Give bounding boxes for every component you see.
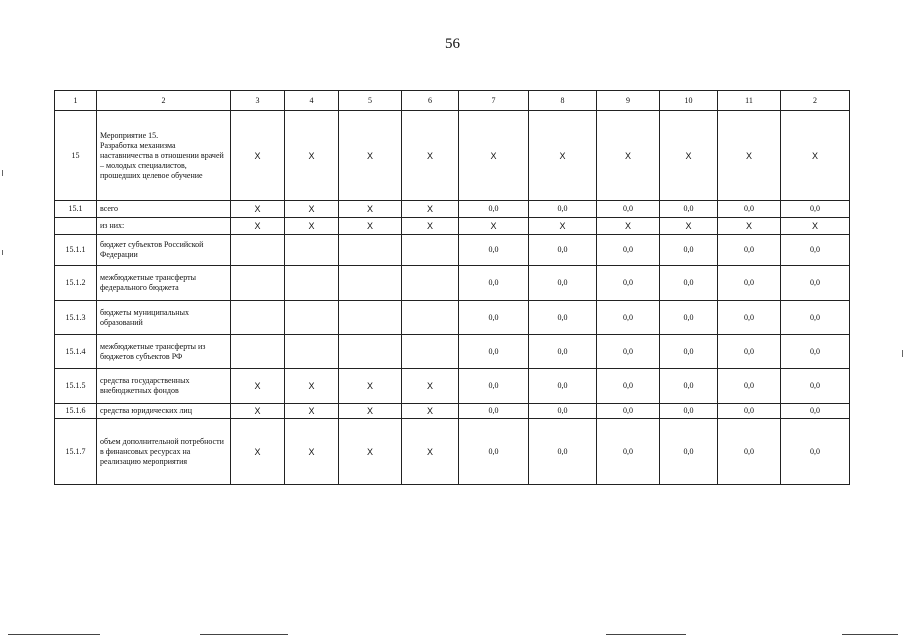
- table-cell: X: [459, 111, 529, 201]
- table-cell: 0,0: [459, 419, 529, 485]
- table-cell: X: [285, 404, 339, 419]
- table-cell: X: [339, 218, 402, 235]
- table-cell: 0,0: [597, 201, 660, 218]
- header-cell-1: 1: [55, 91, 97, 111]
- table-cell: 0,0: [597, 404, 660, 419]
- row-number: 15.1: [55, 201, 97, 218]
- table-cell: 0,0: [660, 335, 718, 369]
- table-cell: 0,0: [529, 235, 597, 266]
- table-cell: [231, 301, 285, 335]
- table-cell: 0,0: [459, 369, 529, 404]
- table-cell: [402, 335, 459, 369]
- table-cell: 0,0: [718, 201, 781, 218]
- table-cell: 0,0: [660, 419, 718, 485]
- table-cell: 0,0: [781, 301, 850, 335]
- table-cell: [402, 301, 459, 335]
- row-label: межбюджетные трансферты федерального бюджета: [97, 266, 231, 301]
- header-cell-11: 11: [718, 91, 781, 111]
- table-cell: 0,0: [597, 235, 660, 266]
- table-cell: 0,0: [718, 335, 781, 369]
- table-cell: [339, 301, 402, 335]
- table-cell: X: [402, 218, 459, 235]
- table-cell: X: [402, 111, 459, 201]
- table-cell: X: [339, 419, 402, 485]
- table-cell: X: [339, 201, 402, 218]
- table-cell: 0,0: [718, 301, 781, 335]
- table-cell: X: [781, 111, 850, 201]
- table-cell: 0,0: [718, 419, 781, 485]
- scan-artifact-line: [842, 634, 898, 635]
- table-cell: X: [285, 218, 339, 235]
- table-cell: 0,0: [529, 335, 597, 369]
- table-cell: [285, 266, 339, 301]
- scan-artifact-line: [200, 634, 288, 635]
- scan-artifact-mark: [2, 250, 3, 255]
- scan-artifact-line: [606, 634, 686, 635]
- table-row: [55, 419, 850, 485]
- table-cell: [339, 335, 402, 369]
- table-cell: [339, 266, 402, 301]
- table-cell: [285, 301, 339, 335]
- row-number: [55, 218, 97, 235]
- table-cell: X: [339, 111, 402, 201]
- table-cell: 0,0: [597, 301, 660, 335]
- row-number: 15.1.3: [55, 301, 97, 335]
- table-cell: [402, 235, 459, 266]
- table-cell: 0,0: [529, 301, 597, 335]
- table-row: [55, 301, 850, 335]
- table-cell: 0,0: [529, 404, 597, 419]
- table-cell: 0,0: [660, 301, 718, 335]
- row-label: из них:: [97, 218, 231, 235]
- table-cell: X: [339, 369, 402, 404]
- row-label: бюджеты муниципальных образований: [97, 301, 231, 335]
- table-cell: [402, 266, 459, 301]
- header-cell-4: 4: [285, 91, 339, 111]
- header-cell-9: 9: [597, 91, 660, 111]
- row-number: 15.1.7: [55, 419, 97, 485]
- header-cell-6: 6: [402, 91, 459, 111]
- table-cell: X: [285, 201, 339, 218]
- table-cell: X: [718, 111, 781, 201]
- table-cell: X: [231, 201, 285, 218]
- table-cell: X: [529, 218, 597, 235]
- table-cell: 0,0: [459, 235, 529, 266]
- table-cell: 0,0: [660, 235, 718, 266]
- table-cell: 0,0: [459, 404, 529, 419]
- table-cell: X: [402, 419, 459, 485]
- table-cell: X: [597, 218, 660, 235]
- table-cell: 0,0: [459, 301, 529, 335]
- row-label: бюджет субъектов Российской Федерации: [97, 235, 231, 266]
- table-cell: 0,0: [529, 419, 597, 485]
- table-cell: X: [285, 419, 339, 485]
- header-cell-5: 5: [339, 91, 402, 111]
- table-cell: X: [459, 218, 529, 235]
- header-cell-3: 3: [231, 91, 285, 111]
- table-cell: 0,0: [781, 335, 850, 369]
- table-cell: 0,0: [459, 201, 529, 218]
- table-cell: [231, 235, 285, 266]
- table-cell: [231, 266, 285, 301]
- header-cell-12: 2: [781, 91, 850, 111]
- table-row: [55, 201, 850, 218]
- table-row: [55, 404, 850, 419]
- row-label: объем дополнительной потребности в финансовых ресурсах на реализацию мероприятия: [97, 419, 231, 485]
- row-label: всего: [97, 201, 231, 218]
- table-cell: X: [339, 404, 402, 419]
- table-cell: 0,0: [459, 266, 529, 301]
- table-cell: 0,0: [781, 369, 850, 404]
- table-cell: X: [402, 404, 459, 419]
- table-cell: 0,0: [597, 369, 660, 404]
- header-cell-2: 2: [97, 91, 231, 111]
- row-number: 15.1.2: [55, 266, 97, 301]
- table-cell: 0,0: [597, 335, 660, 369]
- table-cell: 0,0: [718, 404, 781, 419]
- table-cell: 0,0: [529, 266, 597, 301]
- table-row: [55, 335, 850, 369]
- table-cell: X: [718, 218, 781, 235]
- table-row: [55, 218, 850, 235]
- row-number: 15.1.5: [55, 369, 97, 404]
- header-cell-10: 10: [660, 91, 718, 111]
- table-cell: 0,0: [660, 369, 718, 404]
- table-cell: 0,0: [529, 201, 597, 218]
- table-row: [55, 111, 850, 201]
- row-label: средства государственных внебюджетных фондов: [97, 369, 231, 404]
- table-cell: 0,0: [660, 266, 718, 301]
- table-cell: [339, 235, 402, 266]
- table-cell: 0,0: [660, 201, 718, 218]
- table-cell: 0,0: [781, 235, 850, 266]
- row-number: 15.1.4: [55, 335, 97, 369]
- table-cell: 0,0: [597, 419, 660, 485]
- row-number: 15: [55, 111, 97, 201]
- table-cell: 0,0: [459, 335, 529, 369]
- header-cell-7: 7: [459, 91, 529, 111]
- table-cell: [285, 235, 339, 266]
- table-row: [55, 235, 850, 266]
- scan-artifact-mark: [2, 170, 3, 176]
- table-cell: 0,0: [781, 419, 850, 485]
- table-cell: [231, 335, 285, 369]
- table-cell: 0,0: [660, 404, 718, 419]
- header-cell-8: 8: [529, 91, 597, 111]
- table-cell: X: [285, 111, 339, 201]
- table-cell: 0,0: [781, 266, 850, 301]
- table-cell: 0,0: [718, 235, 781, 266]
- table-cell: X: [231, 419, 285, 485]
- scan-artifact-line: [8, 634, 100, 635]
- table-cell: X: [660, 218, 718, 235]
- row-label: Мероприятие 15. Разработка механизма наставничества в отношении врачей – молодых специалистов, прошедших целевое обучение: [97, 111, 231, 201]
- table-cell: 0,0: [718, 266, 781, 301]
- table-cell: 0,0: [597, 266, 660, 301]
- table-cell: [285, 335, 339, 369]
- table-cell: X: [597, 111, 660, 201]
- row-label: межбюджетные трансферты из бюджетов субъектов РФ: [97, 335, 231, 369]
- table-row: [55, 369, 850, 404]
- row-number: 15.1.1: [55, 235, 97, 266]
- table-row: [55, 266, 850, 301]
- row-number: 15.1.6: [55, 404, 97, 419]
- table-cell: 0,0: [781, 404, 850, 419]
- table-cell: X: [402, 201, 459, 218]
- table-cell: 0,0: [529, 369, 597, 404]
- scan-artifact-mark: [902, 350, 903, 357]
- table-cell: 0,0: [781, 201, 850, 218]
- table-cell: X: [231, 404, 285, 419]
- header-row: [55, 91, 850, 111]
- row-label: средства юридических лиц: [97, 404, 231, 419]
- table-cell: X: [660, 111, 718, 201]
- table-cell: X: [231, 369, 285, 404]
- table-cell: X: [285, 369, 339, 404]
- table-cell: X: [231, 111, 285, 201]
- table-cell: X: [402, 369, 459, 404]
- table-cell: X: [781, 218, 850, 235]
- table-cell: X: [529, 111, 597, 201]
- page-number: 56: [445, 36, 460, 52]
- table-cell: X: [231, 218, 285, 235]
- table-cell: 0,0: [718, 369, 781, 404]
- budget-table: [54, 90, 850, 485]
